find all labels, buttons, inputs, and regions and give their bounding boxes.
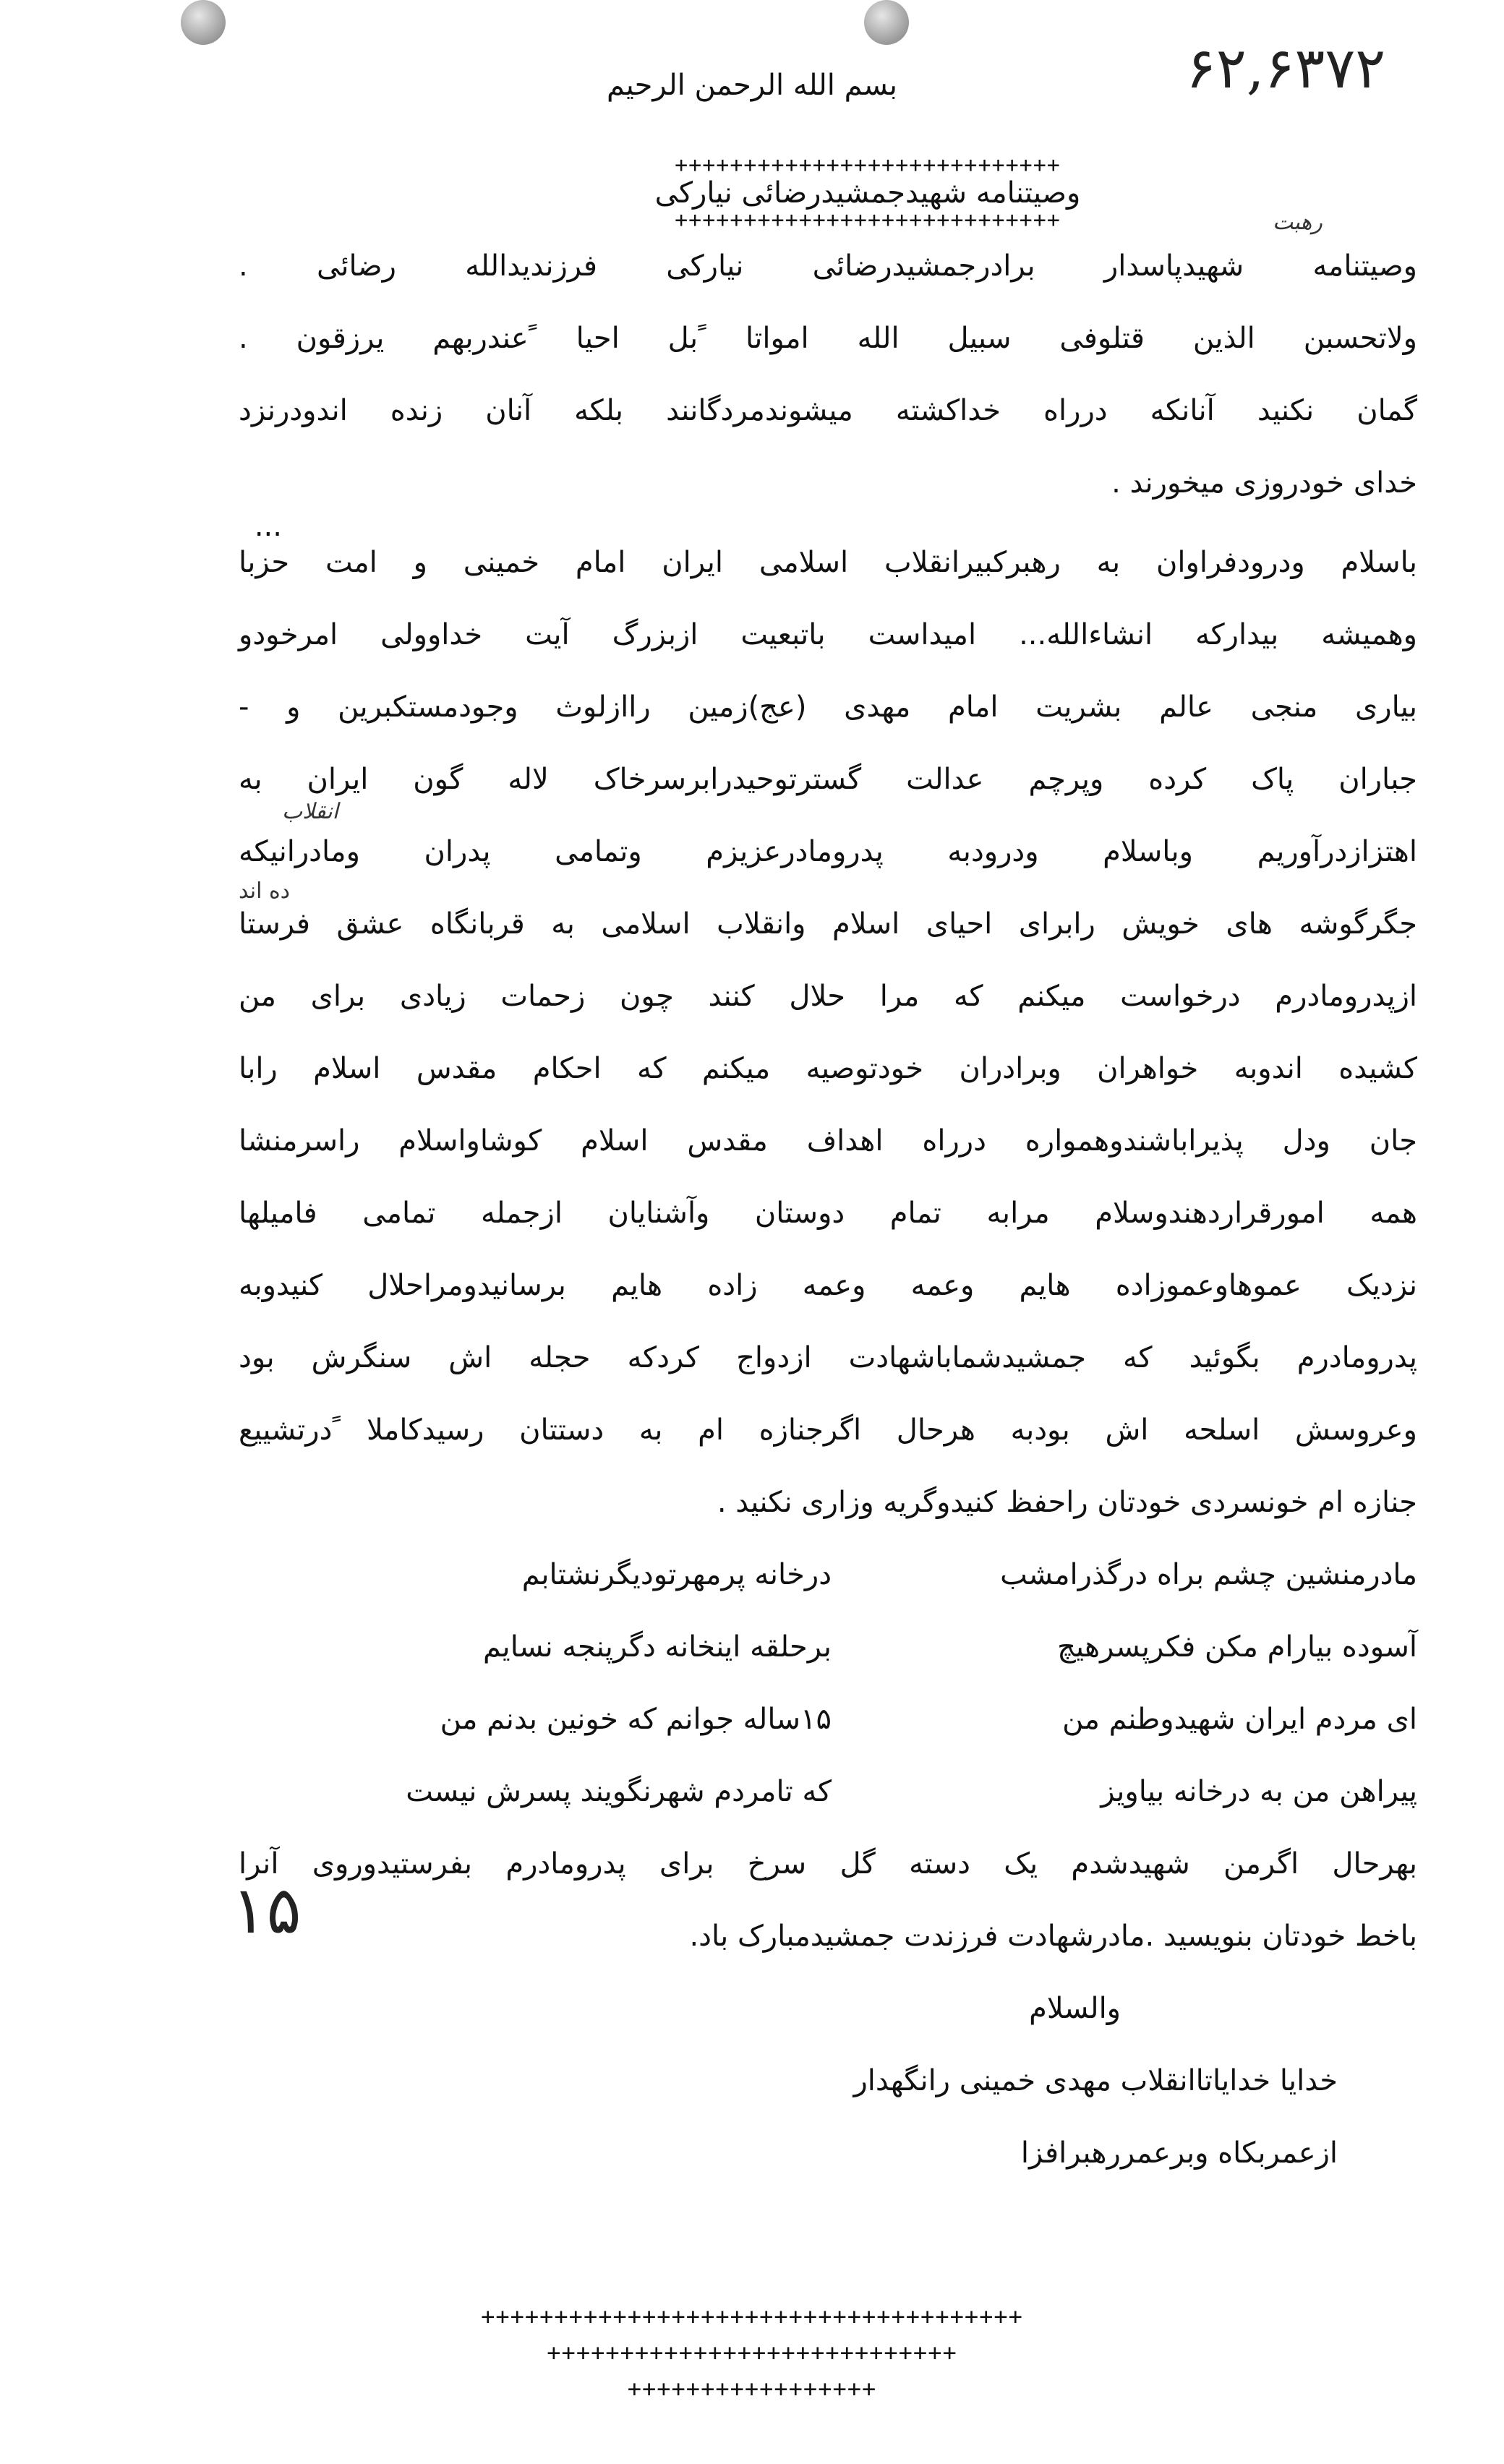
poem-verse-right: مادرمنشین چشم براه درگذرامشب [1000, 1558, 1417, 1591]
poem-verse-left: که تامردم شهرنگویند پسرش نیست [406, 1775, 832, 1808]
title-border-bottom: ++++++++++++++++++++++++++++ [675, 208, 1061, 233]
body-line: باسلام ودرودفراوان به رهبرکبیرانقلاب اسلامی ایران امام خمینی و امت حزبا [239, 546, 1417, 579]
margin-note-top: رهبت [1273, 210, 1323, 235]
salutation: والسلام [1029, 1992, 1121, 2025]
closing-line: بهرحال اگرمن شهیدشدم یک دسته گل سرخ برای پدرومادرم بفرستیدوروی آنرا [239, 1847, 1417, 1881]
prayer-line-2: ازعمربکاه وبرعمررهبرافزا [1020, 2136, 1338, 2170]
closing-line: باخط خودتان بنویسید .مادرشهادت فرزندت جمشیدمبارک باد. [689, 1920, 1417, 1953]
margin-note-right: ده اند [239, 878, 291, 904]
title-box [593, 153, 1142, 233]
body-line: ولاتحسبن الذین قتلوفی سبیل الله امواتا ًبل احیا ًعندربهم یرزقون . [239, 322, 1417, 355]
body-line: خدای خودروزی میخورند . [1111, 466, 1417, 500]
body-line: جباران پاک کرده وپرچم عدالت گسترتوحیدرابرسرخاک لاله گون ایران به [239, 763, 1417, 796]
body-line: جان ودل پذیراباشندوهمواره درراه اهداف مقدس اسلام کوشاواسلام راسرمنشا [239, 1124, 1417, 1158]
title-border-top: ++++++++++++++++++++++++++++ [675, 153, 1061, 178]
body-line: پدرومادرم بگوئید که جمشیدشماباشهادت ازدواج کردکه حجله اش سنگرش بود [239, 1341, 1417, 1374]
document-title: وصیتنامه شهیدجمشیدرضائی نیارکی [654, 176, 1081, 210]
margin-number: ۱۵ [231, 1873, 302, 1948]
document-number: ۶۲,۶۳۷۲ [1186, 36, 1386, 101]
body-line: وعروسش اسلحه اش بودبه هرحال اگرجنازه ام به دستتان رسیدکاملا ًدرتشییع [239, 1413, 1417, 1447]
prayer-line-1: خدایا خدایاتاانقلاب مهدی خمینی رانگهدار [853, 2064, 1338, 2097]
body-line: جنازه ام خونسردی خودتان راحفظ کنیدوگریه وزاری نکنید . [717, 1486, 1417, 1519]
poem-verse-right: پیراهن من به درخانه بیاویز [1101, 1775, 1417, 1808]
poem-verse-left: ۱۵ساله جوانم که خونین بدنم من [440, 1703, 832, 1736]
body-line: گمان نکنید آنانکه درراه خداکشته میشوندمردگانند بلکه آنان زنده اندودرنزد [239, 394, 1417, 427]
punch-hole-right [864, 0, 909, 45]
body-line: بیاری منجی عالم بشریت امام مهدی (عج)زمین راازلوث وجودمستکبرین و - [239, 690, 1417, 724]
poem-verse-left: درخانه پرمهرتودیگرنشتابم [521, 1558, 832, 1591]
body-line: همه امورقراردهندوسلام مرابه تمام دوستان وآشنایان ازجمله تمامی فامیلها [239, 1197, 1417, 1230]
margin-note-inline: انقلاب [282, 799, 339, 824]
basmala-heading: بسم الله الرحمن الرحيم [606, 69, 898, 102]
punch-hole-left [181, 0, 226, 45]
body-line: کشیده اندوبه خواهران وبرادران خودتوصیه میکنم که احکام مقدس اسلام رابا [239, 1052, 1417, 1085]
poem-verse-right: ای مردم ایران شهیدوطنم من [1062, 1703, 1417, 1736]
poem-verse-left: برحلقه اینخانه دگرپنجه نسایم [482, 1630, 832, 1664]
body-line: وهمیشه بیدارکه انشاءالله... امیداست باتبعیت ازبزرگ آیت خداوولی امرخودو [239, 618, 1417, 651]
footer-border-3: +++++++++++++++++ [627, 2375, 877, 2403]
body-line: اهتزازدرآوریم وباسلام ودرودبه پدرومادرعزیزم وتمامی پدران ومادرانیکه [239, 835, 1417, 868]
body-line: جگرگوشه های خویش رابرای احیای اسلام وانقلاب اسلامی به قربانگاه عشق فرستا [239, 907, 1417, 941]
footer-border-2: ++++++++++++++++++++++++++++ [547, 2339, 957, 2366]
body-line: نزدیک عموهاوعموزاده هایم وعمه وعمه زاده هایم برسانیدومراحلال کنیدوبه [239, 1269, 1417, 1302]
body-line: وصیتنامه شهیدپاسدار برادرجمشیدرضائی نیارکی فرزندیدالله رضائی . [239, 249, 1417, 283]
body-line: ازپدرومادرم درخواست میکنم که مرا حلال کنند چون زحمات زیادی برای من [239, 980, 1417, 1013]
footer-border-1: +++++++++++++++++++++++++++++++++++++ [481, 2303, 1023, 2330]
poem-verse-right: آسوده بیارام مکن فکرپسرهیچ [1057, 1630, 1417, 1664]
ellipsis: ... [254, 510, 282, 543]
